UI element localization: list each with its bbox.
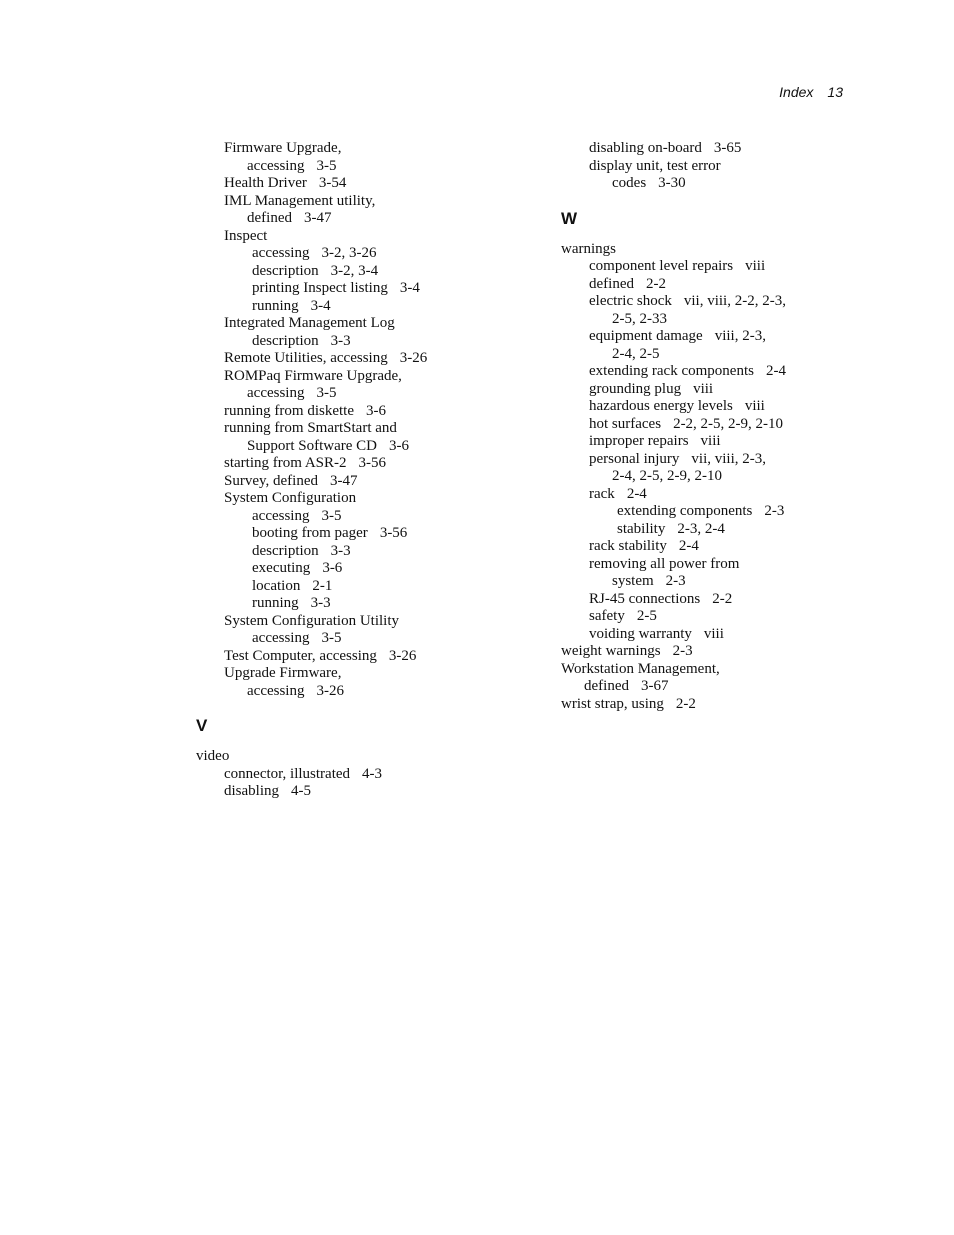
index-term: defined [584, 678, 629, 694]
page-reference: 3-47 [330, 472, 358, 489]
index-entry [196, 385, 536, 403]
index-term: grounding plug [589, 380, 682, 397]
page-reference: 3-6 [322, 560, 343, 576]
index-term: Test Computer, accessing [224, 647, 377, 664]
index-entry [561, 573, 861, 591]
index-term: weight warnings [561, 643, 661, 659]
index-entry [561, 276, 861, 294]
page-reference: 3-5 [321, 630, 342, 646]
page-reference: 4-5 [291, 783, 311, 799]
page-reference: viii [744, 398, 765, 414]
page-reference: viii [703, 625, 724, 642]
page-reference: 3-2, 3-4 [330, 262, 379, 279]
page-reference: 2-3, 2-4 [677, 520, 725, 537]
index-entry [196, 508, 536, 526]
index-term: executing [252, 560, 311, 576]
index-term: defined [247, 210, 292, 226]
index-term: defined [589, 275, 634, 292]
index-entry [561, 433, 861, 451]
index-entry [561, 381, 861, 399]
index-entry [561, 521, 861, 539]
index-entry [561, 556, 861, 574]
index-term: System Configuration Utility [224, 612, 399, 629]
index-term: display unit, test error [589, 157, 721, 174]
page-reference: 2-5 [636, 608, 657, 624]
index-entry [561, 416, 861, 434]
index-term: system [612, 573, 654, 589]
page-reference: 3-6 [365, 402, 386, 419]
index-term: starting from ASR-2 [224, 455, 347, 471]
index-term: accessing [252, 245, 310, 261]
index-entry [196, 683, 536, 701]
page-reference: 3-5 [316, 385, 337, 401]
index-term: running [252, 297, 299, 314]
page-reference: 3-54 [318, 175, 347, 191]
index-term: improper repairs [589, 433, 689, 449]
index-entry [561, 608, 861, 626]
index-term: rack stability [589, 538, 667, 554]
index-entry [561, 503, 861, 521]
index-term: safety [589, 608, 625, 624]
index-entry [561, 626, 861, 644]
index-entry [561, 486, 861, 504]
index-entry [561, 175, 861, 193]
index-entry [561, 363, 861, 381]
page-reference: 3-3 [310, 595, 331, 611]
index-entry [561, 538, 861, 556]
page-reference: 2-4 [626, 485, 647, 502]
page-reference: 3-2, 3-26 [321, 245, 377, 261]
index-term: System Configuration [224, 490, 357, 506]
index-term: electric shock [589, 293, 672, 309]
index-term: voiding warranty [589, 625, 692, 642]
index-term: description [252, 542, 319, 559]
index-entry [196, 613, 536, 631]
index-entry [561, 241, 861, 259]
page-reference: viii [693, 380, 714, 397]
page-reference: 3-67 [640, 678, 669, 694]
index-term: disabling [224, 783, 279, 799]
index-entry [196, 368, 536, 386]
index-term: hazardous energy levels [589, 398, 733, 414]
page-reference: 4-3 [362, 765, 383, 782]
index-entry [561, 158, 861, 176]
index-entry [196, 525, 536, 543]
page-reference: 3-26 [388, 647, 417, 664]
index-entry [561, 311, 861, 329]
page-reference: 3-26 [316, 682, 344, 699]
page-reference: vii, viii, 2-3, [691, 450, 766, 467]
index-term: 2-4, 2-5, 2-9, 2-10 [612, 468, 722, 484]
page-header [779, 84, 843, 100]
index-entry [561, 258, 861, 276]
index-entry [196, 630, 536, 648]
index-entry [561, 398, 861, 416]
index-term: accessing [252, 630, 310, 646]
index-term: ROMPaq Firmware Upgrade, [224, 367, 402, 384]
index-column-left [196, 140, 536, 801]
page-reference: 3-26 [399, 350, 428, 366]
page-reference: 3-56 [379, 525, 408, 541]
index-term: 2-5, 2-33 [612, 310, 667, 327]
index-entry [196, 315, 536, 333]
index-term: video [196, 748, 230, 764]
index-term: accessing [252, 507, 310, 524]
page-reference: 3-5 [321, 507, 342, 524]
index-entry [196, 455, 536, 473]
left-entries [196, 140, 536, 700]
page-reference: 3-3 [330, 542, 351, 559]
page-reference: viii, 2-3, [714, 328, 766, 344]
index-entry [561, 591, 861, 609]
index-term: booting from pager [252, 525, 368, 541]
index-term: Upgrade Firmware, [224, 665, 342, 681]
page-reference: 2-3 [665, 573, 686, 589]
right-entries [561, 140, 861, 193]
index-term: Workstation Management, [561, 660, 720, 677]
index-entry [196, 438, 536, 456]
index-entry [196, 665, 536, 683]
index-term: Support Software CD [247, 437, 377, 454]
index-term: Firmware Upgrade, [224, 140, 342, 156]
index-entry [561, 346, 861, 364]
index-term: wrist strap, using [561, 695, 664, 712]
index-entry [196, 420, 536, 438]
page-reference: 3-65 [713, 140, 742, 156]
page-reference: vii, viii, 2-2, 2-3, [683, 293, 786, 309]
index-term: accessing [247, 682, 305, 699]
index-term: extending rack components [589, 363, 754, 379]
page-reference: viii [745, 258, 766, 274]
index-term: running [252, 595, 299, 611]
page-reference: 3-30 [658, 175, 686, 191]
index-term: printing Inspect listing [252, 280, 388, 296]
index-term: description [252, 332, 319, 349]
index-entry [196, 560, 536, 578]
index-entry [196, 543, 536, 561]
page-reference: viii [700, 433, 721, 449]
index-term: description [252, 262, 319, 279]
page-reference: 3-3 [330, 332, 351, 349]
header-section: Index [779, 84, 814, 100]
page-reference: 2-3 [764, 503, 785, 519]
index-term: stability [617, 520, 666, 537]
index-term: accessing [247, 385, 305, 401]
index-entry [196, 298, 536, 316]
index-term: Integrated Management Log [224, 315, 395, 331]
index-entry [196, 333, 536, 351]
index-entry [196, 245, 536, 263]
page-reference: 2-4 [765, 363, 786, 379]
index-entry [561, 468, 861, 486]
index-entry [196, 350, 536, 368]
index-entry [196, 748, 536, 766]
index-term: warnings [561, 240, 616, 257]
page-reference: 2-2, 2-5, 2-9, 2-10 [673, 415, 784, 432]
page-reference: 2-2 [645, 275, 666, 292]
page-reference: 2-2 [675, 695, 696, 712]
index-term: codes [612, 175, 647, 191]
page-reference: 2-3 [672, 643, 693, 659]
index-entry [561, 643, 861, 661]
index-term: rack [589, 485, 615, 502]
index-entry [196, 228, 536, 246]
index-entry [196, 263, 536, 281]
index-term: RJ-45 connections [589, 590, 701, 607]
index-term: Inspect [224, 227, 268, 244]
index-entry [196, 595, 536, 613]
index-term: Remote Utilities, accessing [224, 350, 388, 366]
index-term: Survey, defined [224, 472, 318, 489]
index-entry [196, 578, 536, 596]
index-term: 2-4, 2-5 [612, 345, 660, 362]
index-entry [196, 193, 536, 211]
index-entry [196, 473, 536, 491]
index-term: running from diskette [224, 402, 354, 419]
page-reference: 3-5 [316, 157, 337, 174]
index-entry [561, 140, 861, 158]
index-term: removing all power from [589, 555, 740, 572]
page-reference: 2-1 [312, 577, 333, 594]
section-letter-v: V [196, 716, 208, 735]
index-entry [561, 678, 861, 696]
index-term: personal injury [589, 450, 680, 467]
index-entry [196, 648, 536, 666]
index-term: equipment damage [589, 328, 703, 344]
index-entry [196, 783, 536, 801]
index-entry [561, 451, 861, 469]
index-term: accessing [247, 157, 305, 174]
page-reference: 3-56 [358, 455, 386, 471]
index-term: location [252, 577, 301, 594]
index-entry [196, 140, 536, 158]
index-term: IML Management utility, [224, 192, 376, 209]
page-reference: 3-4 [310, 297, 331, 314]
index-term: component level repairs [589, 258, 734, 274]
index-entry [561, 293, 861, 311]
index-entry [196, 280, 536, 298]
page-number: 13 [827, 84, 843, 100]
page-reference: 3-4 [399, 280, 420, 296]
page-reference: 3-47 [303, 210, 332, 226]
index-term: running from SmartStart and [224, 420, 397, 436]
index-entry [561, 328, 861, 346]
index-entry [196, 210, 536, 228]
index-term: Health Driver [224, 175, 307, 191]
index-term: extending components [617, 503, 753, 519]
section-w-entries [561, 241, 861, 714]
index-entry [196, 403, 536, 421]
section-v-entries [196, 748, 536, 801]
index-column-right [561, 140, 861, 713]
index-entry [196, 766, 536, 784]
index-entry [196, 490, 536, 508]
index-entry [196, 158, 536, 176]
index-entry [561, 696, 861, 714]
page-reference: 2-4 [678, 538, 699, 554]
page-reference: 3-6 [389, 437, 409, 454]
index-term: disabling on-board [589, 140, 702, 156]
index-term: hot surfaces [589, 415, 662, 432]
page-reference: 2-2 [712, 590, 733, 607]
section-letter-w: W [561, 208, 578, 228]
index-entry [561, 661, 861, 679]
index-entry [196, 175, 536, 193]
index-term: connector, illustrated [224, 765, 351, 782]
